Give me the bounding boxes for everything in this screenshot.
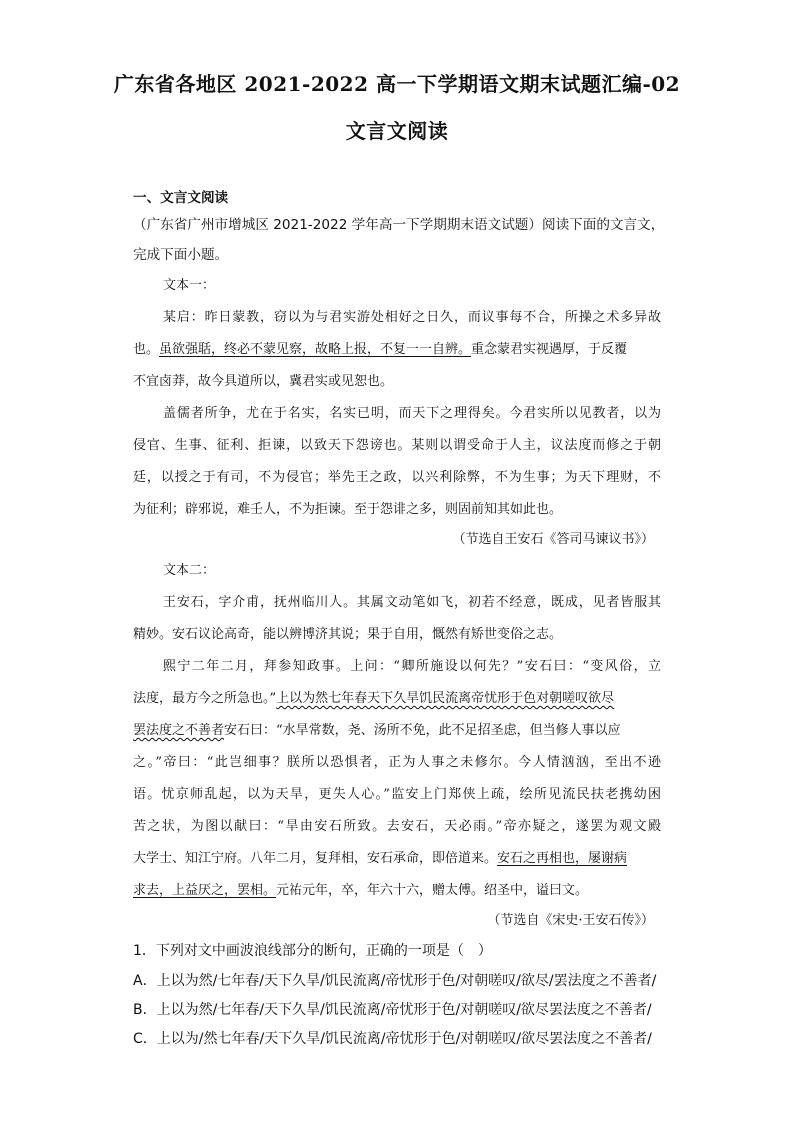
text2-p2-line — [133, 847, 627, 866]
option-label: C． — [133, 1031, 157, 1047]
text2-p2-line — [133, 687, 614, 706]
text-span: 安石曰：“水旱常数，尧、汤所不免，此不足招圣虑，但当修人事以应 — [224, 723, 621, 738]
text1-source: （节选自王安石《答司马谏议书》） — [452, 532, 654, 547]
text2-p1-line: 王安石，字介甫，抚州临川人。其属文动笔如飞，初若不经意，既成，见者皆服其 — [163, 595, 661, 610]
text2-p2-line — [133, 719, 621, 738]
text2-source: （节选自《宋史·王安石传》） — [487, 913, 654, 928]
text1-p2-line: 廷，以授之于有司，不为侵官；举先王之政，以兴利除弊，不为生事；为天下理财，不 — [133, 470, 661, 485]
text-span: 也。 — [133, 342, 160, 357]
text1-p2-line: 侵官、生事、征利、拒谏，以致天下怨谤也。某则以谓受命于人主，议法度而修之于朝 — [133, 438, 661, 453]
text1-p2-line: 盖儒者所争，尤在于名实，名实已明，而天下之理得矣。今君实所以见教者，以为 — [163, 406, 661, 421]
option-text: 上以为然/七年春/天下久旱/饥民流离/帝忧形于色/对朝嗟叹/欲尽罢法度之不善者/ — [156, 1002, 652, 1018]
option-label: A． — [133, 973, 157, 989]
text2-p2-line: 熙宁二年二月，拜参知政事。上问：“卿所施设以何先？”安石曰：“变风俗，立 — [163, 659, 661, 674]
option-text: 上以为然/七年春/天下久旱/饥民流离/帝忧形于色/对朝嗟叹/欲尽/罢法度之不善者/ — [156, 973, 657, 989]
document-subtitle: 文言文阅读 — [345, 119, 449, 143]
text1-p2-line: 为征利；辟邪说，难壬人，不为拒谏。至于怨诽之多，则固前知其如此也。 — [133, 502, 563, 517]
text2-label: 文本二： — [163, 563, 216, 578]
text-span: 法度，最方今之所急也。” — [133, 691, 277, 706]
question-option-a — [133, 970, 656, 990]
question-option-c — [133, 1028, 652, 1048]
underlined-span: 虽欲强聒，终必不蒙见察，故略上报，不复一一自辨。 — [159, 342, 472, 357]
underlined-span: 安石之再相也，屡谢病 — [497, 851, 628, 866]
question-stem: 1．下列对文中画波浪线部分的断句，正确的一项是（ ） — [133, 943, 492, 959]
section-heading: 一、文言文阅读 — [133, 190, 229, 206]
text2-p2-line: 语。忧京师乱起，以为天旱，更失人心。”监安上门郑侠上疏，绘所见流民扶老携幼困 — [133, 787, 661, 802]
text1-p1-line — [133, 338, 627, 357]
text2-p2-line — [133, 879, 588, 898]
section-intro-line: 完成下面小题。 — [133, 247, 229, 263]
text-span: 大学士、知江宁府。八年二月，复拜相，安石承命，即倍道来。 — [133, 851, 498, 866]
wavy-underlined-span: 罢法度之不善者 — [133, 723, 225, 738]
text-span: 元祐元年，卒，年六十六，赠太傅。绍圣中，谥曰文。 — [276, 883, 589, 898]
text1-label: 文本一： — [163, 278, 216, 293]
text-span: 重念蒙君实视遇厚，于反覆 — [471, 342, 628, 357]
text2-p1-line: 精妙。安石议论高奇，能以辨博济其说；果于自用，慨然有矫世变俗之志。 — [133, 627, 563, 642]
text2-p2-line: 苦之状，为图以献曰：“旱由安石所致。去安石，天必雨。”帝亦疑之，遂罢为观文殿 — [133, 819, 661, 834]
option-label: B． — [133, 1002, 157, 1018]
text1-p1-line: 某启：昨日蒙教，窃以为与君实游处相好之日久，而议事每不合，所操之术多异故 — [163, 310, 661, 325]
question-option-b — [133, 999, 652, 1019]
text2-p2-line: 之。”帝曰：“此岂细事？朕所以恐惧者，正为人事之未修尔。今人情汹汹，至出不逊 — [133, 755, 661, 770]
text1-p1-line: 不宜卤莽，故今具道所以，冀君实或见恕也。 — [133, 374, 394, 389]
wavy-underlined-span: 上以为然七年春天下久旱饥民流离帝忧形于色对朝嗟叹欲尽 — [276, 691, 615, 706]
document-title: 广东省各地区 2021-2022 高一下学期语文期末试题汇编-02 — [113, 72, 681, 96]
section-intro-line: （广东省广州市增城区 2021-2022 学年高一下学期期末语文试题）阅读下面的文言文， — [133, 217, 665, 233]
option-text: 上以为/然七年春/天下久旱/饥民流离/帝忧形于色/对朝嗟叹/欲尽罢法度之不善者/ — [156, 1031, 652, 1047]
underlined-span: 求去，上益厌之，罢相。 — [133, 883, 277, 898]
